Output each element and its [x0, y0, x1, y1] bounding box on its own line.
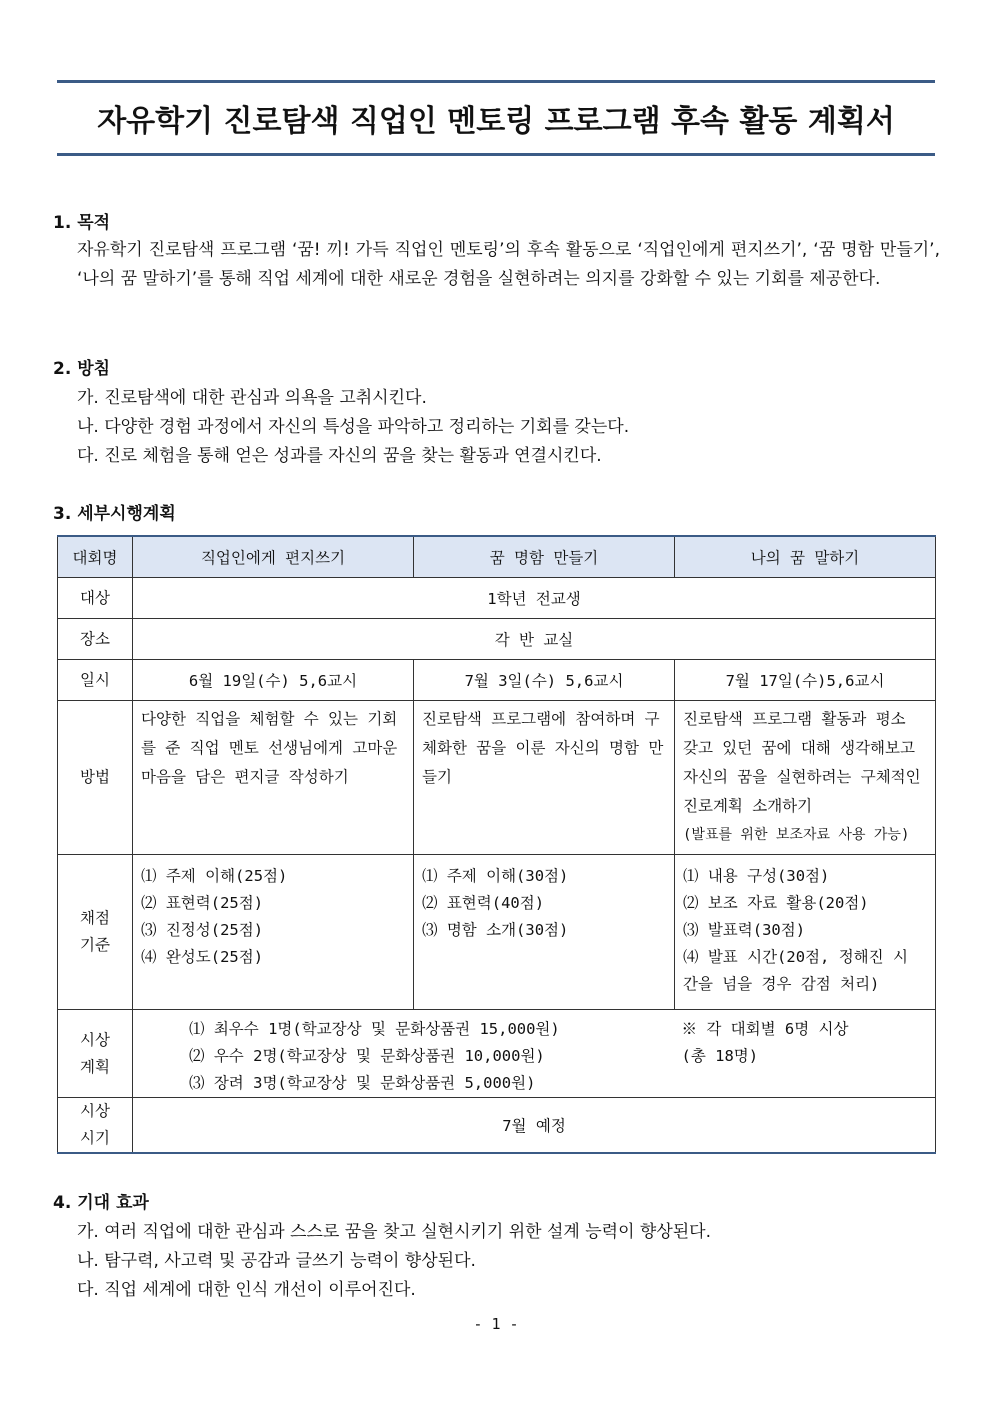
purpose-text: 자유학기 진로탐색 프로그램 ‘꿈! 끼! 가득 직업인 멘토링’의 후속 활동으로 ‘직업인에게 편지쓰기’, ‘꿈 명함 만들기’, ‘나의 꿈 말하기’를 통해 직업 세계에 대한 새로운 경험을 실현하려는 의지를 강화할 수 있는 기회를 제공한다.	[77, 240, 940, 289]
table-row-criteria	[58, 855, 936, 1010]
row-label-line: 계획	[80, 1057, 110, 1076]
award-list	[133, 1010, 675, 1098]
method-cell: 진로탐색 프로그램에 참여하며 구체화한 꿈을 이룬 자신의 명함 만들기	[414, 701, 675, 855]
row-label-line: 기준	[80, 936, 110, 954]
award-note-line: (총 18명)	[681, 1047, 759, 1065]
criteria-item: ⑵ 표현력(40점)	[422, 894, 545, 912]
row-label-criteria	[58, 855, 133, 1010]
criteria-item: ⑵ 보조 자료 활용(20점)	[683, 894, 869, 912]
document-title: 자유학기 진로탐색 직업인 멘토링 프로그램 후속 활동 계획서	[97, 104, 895, 139]
section-heading-policy: 2. 방침	[53, 359, 111, 379]
table-row-method	[58, 701, 936, 855]
criteria-item: ⑷ 발표 시간(20점, 정해진 시	[683, 948, 908, 966]
table-row-award-time	[58, 1098, 936, 1154]
effects-item: 다. 직업 세계에 대한 인식 개선이 이루어진다.	[77, 1280, 416, 1300]
policy-item: 나. 다양한 경험 과정에서 자신의 특성을 파악하고 정리하는 기회를 갖는다.	[77, 417, 630, 437]
table-header-cell: 직업인에게 편지쓰기	[133, 536, 414, 578]
row-label-line: 시상	[80, 1102, 110, 1120]
criteria-item: ⑴ 내용 구성(30점)	[683, 867, 830, 885]
method-text: 진로탐색 프로그램 활동과 평소 갖고 있던 꿈에 대해 생각해보고 자신의 꿈을 실현하려는 구체적인 진로계획 소개하기	[683, 710, 921, 815]
award-note	[675, 1010, 936, 1098]
row-label: 장소	[58, 619, 133, 660]
criteria-item: ⑷ 완성도(25점)	[141, 948, 264, 966]
table-header-cell: 대회명	[58, 536, 133, 578]
date-cell: 7월 17일(수)5,6교시	[675, 660, 936, 701]
criteria-item: ⑶ 명함 소개(30점)	[422, 921, 569, 939]
title-box	[57, 80, 935, 156]
award-item: ⑵ 우수 2명(학교장상 및 문화상품권 10,000원)	[189, 1047, 545, 1065]
effects-item: 나. 탐구력, 사고력 및 공감과 글쓰기 능력이 향상된다.	[77, 1251, 476, 1271]
award-item: ⑶ 장려 3명(학교장상 및 문화상품권 5,000원)	[189, 1074, 536, 1092]
place-value: 각 반 교실	[133, 619, 936, 660]
date-cell: 6월 19일(수) 5,6교시	[133, 660, 414, 701]
date-cell: 7월 3일(수) 5,6교시	[414, 660, 675, 701]
award-note-line: ※ 각 대회별 6명 시상	[681, 1020, 849, 1038]
row-label-award	[58, 1010, 133, 1098]
page-number: - 1 -	[473, 1315, 519, 1333]
target-value: 1학년 전교생	[133, 578, 936, 619]
policy-item: 다. 진로 체험을 통해 얻은 성과를 자신의 꿈을 찾는 활동과 연결시킨다.	[77, 446, 602, 466]
criteria-cell-1	[133, 855, 414, 1010]
section-heading-effects: 4. 기대 효과	[53, 1193, 149, 1213]
table-row-target	[58, 578, 936, 619]
criteria-item: 간을 넘을 경우 감점 처리)	[683, 975, 880, 993]
criteria-item: ⑶ 발표력(30점)	[683, 921, 806, 939]
section-heading-plan: 3. 세부시행계획	[53, 504, 176, 524]
row-label-award-time	[58, 1098, 133, 1154]
criteria-item: ⑶ 진정성(25점)	[141, 921, 264, 939]
method-cell: 다양한 직업을 체험할 수 있는 기회를 준 직업 멘토 선생님에게 고마운 마음을 담은 편지글 작성하기	[133, 701, 414, 855]
row-label-line: 채점	[80, 909, 110, 927]
criteria-item: ⑴ 주제 이해(25점)	[141, 867, 288, 885]
row-label-line: 시상	[80, 1030, 110, 1049]
award-time-value: 7월 예정	[133, 1098, 936, 1154]
criteria-cell-3	[675, 855, 936, 1010]
row-label: 대상	[58, 578, 133, 619]
row-label: 일시	[58, 660, 133, 701]
table-row-date	[58, 660, 936, 701]
plan-table	[57, 535, 936, 1154]
section-heading-purpose: 1. 목적	[53, 213, 111, 233]
policy-item: 가. 진로탐색에 대한 관심과 의욕을 고취시킨다.	[77, 388, 427, 408]
award-item: ⑴ 최우수 1명(학교장상 및 문화상품권 15,000원)	[189, 1020, 560, 1038]
effects-item: 가. 여러 직업에 대한 관심과 스스로 꿈을 찾고 실현시키기 위한 설계 능력이 향상된다.	[77, 1222, 712, 1242]
criteria-item: ⑵ 표현력(25점)	[141, 894, 264, 912]
table-header-row	[58, 536, 936, 578]
method-note: (발표를 위한 보조자료 사용 가능)	[683, 827, 910, 843]
row-label: 방법	[58, 701, 133, 855]
table-header-cell: 나의 꿈 말하기	[675, 536, 936, 578]
table-row-award	[58, 1010, 936, 1098]
method-cell-3	[675, 701, 936, 855]
table-row-place	[58, 619, 936, 660]
criteria-item: ⑴ 주제 이해(30점)	[422, 867, 569, 885]
table-header-cell: 꿈 명함 만들기	[414, 536, 675, 578]
criteria-cell-2	[414, 855, 675, 1010]
row-label-line: 시기	[80, 1129, 110, 1147]
